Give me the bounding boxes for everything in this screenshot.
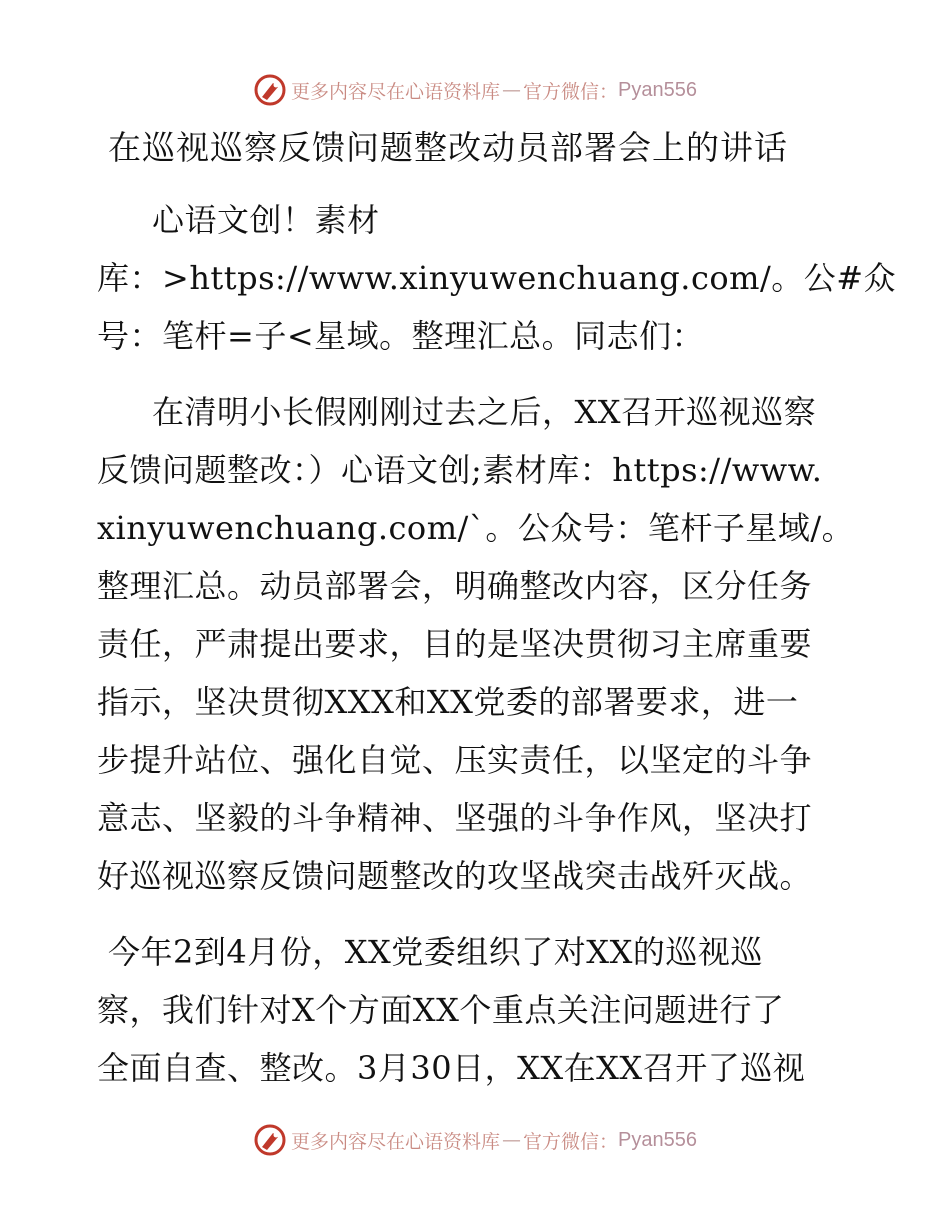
text-line: 号：笔杆=子<星域。整理汇总。同志们： (97, 317, 705, 355)
text-line: 在清明小长假刚刚过去之后，XX召开巡视巡察 (152, 393, 817, 431)
text-line: 全面自查、整改。3月30日，XX在XX召开了巡视 (97, 1049, 806, 1087)
banner-wechat-id: Pyan556 (618, 1128, 697, 1151)
banner-brand-text: 更多内容尽在心语资料库 (291, 1130, 501, 1153)
footer-banner (0, 1120, 950, 1160)
banner-brand-text: 更多内容尽在心语资料库 (291, 80, 501, 103)
text-line: 指示，坚决贯彻XXX和XX党委的部署要求，进一 (97, 683, 799, 721)
banner-separator: — (502, 79, 522, 101)
text-line: 今年2到4月份，XX党委组织了对XX的巡视巡 (108, 933, 763, 971)
text-line: 责任，严肃提出要求，目的是坚决贯彻习主席重要 (97, 625, 813, 663)
brand-logo-icon (253, 73, 287, 107)
banner-wechat-label: 官方微信： (523, 1130, 619, 1153)
text-line: 好巡视巡察反馈问题整改的攻坚战突击战歼灭战。 (97, 857, 813, 895)
header-banner (0, 70, 950, 110)
banner-wechat-id: Pyan556 (618, 78, 697, 101)
banner-separator: — (502, 1129, 522, 1151)
text-line: 库：>https://www.xinyuwenchuang.com/。公#众 (97, 259, 897, 297)
text-line: 反馈问题整改：）心语文创;素材库：https://www. (97, 451, 823, 489)
text-line: 步提升站位、强化自觉、压实责任，以坚定的斗争 (97, 741, 813, 779)
text-line: xinyuwenchuang.com/`。公众号：笔杆子星域/。 (97, 509, 855, 547)
text-line: 察，我们针对X个方面XX个重点关注问题进行了 (97, 991, 785, 1029)
text-line: 意志、坚毅的斗争精神、坚强的斗争作风，坚决打 (97, 799, 813, 837)
brand-logo-icon (253, 1123, 287, 1157)
document-title: 在巡视巡察反馈问题整改动员部署会上的讲话 (108, 128, 788, 167)
text-line: 心语文创！素材 (152, 201, 380, 239)
text-line: 整理汇总。动员部署会，明确整改内容，区分任务 (97, 567, 813, 605)
banner-wechat-label: 官方微信： (523, 80, 619, 103)
